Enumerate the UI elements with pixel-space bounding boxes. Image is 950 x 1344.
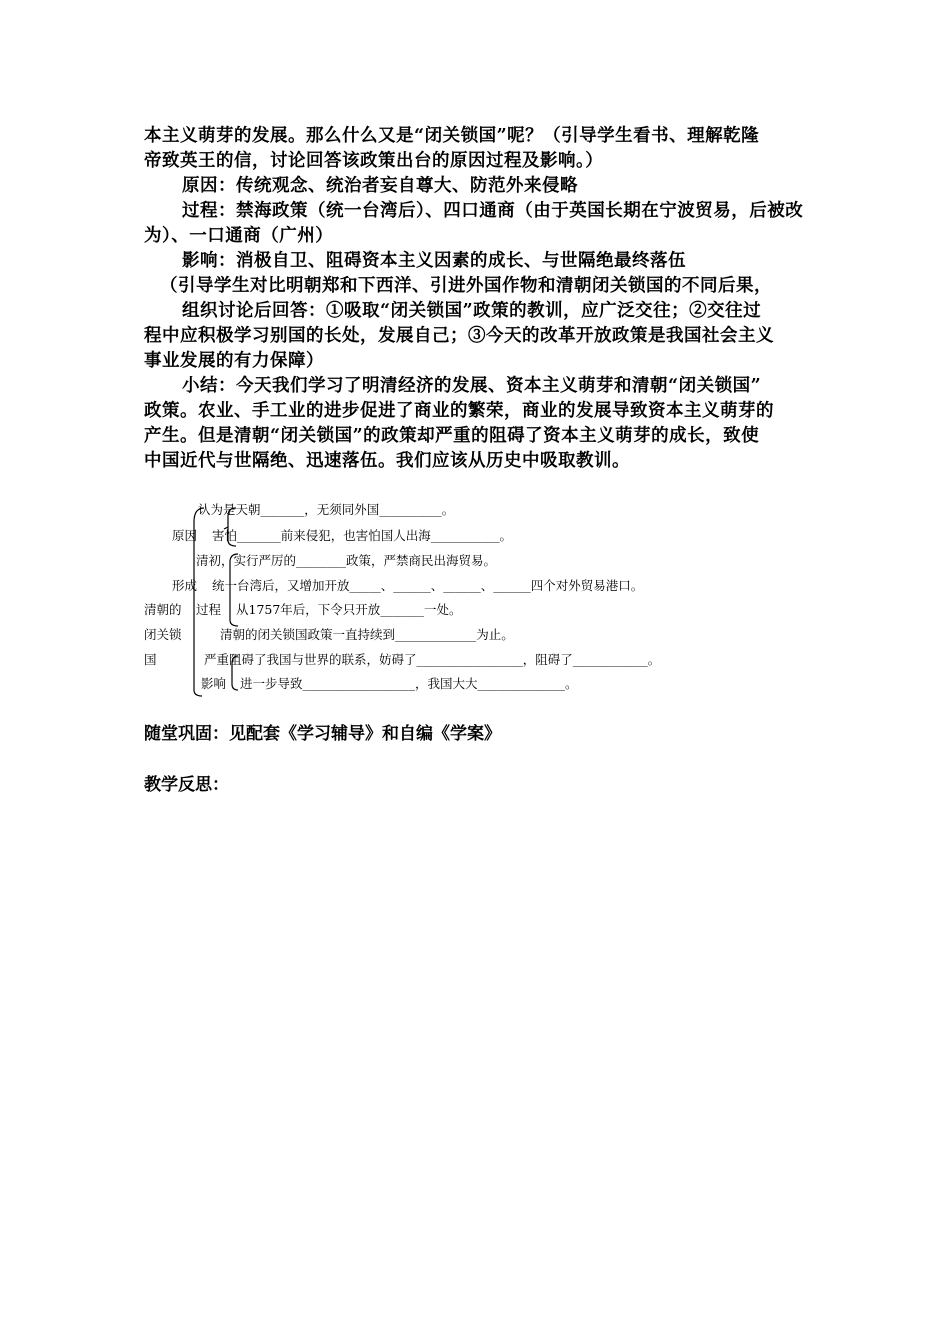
- label-form: 形成: [172, 578, 198, 593]
- reason-line: 原因：传统观念、统治者妄自尊大、防范外来侵略: [182, 176, 578, 196]
- guide-line: （引导学生对比明朝郑和下西洋、引进外国作物和清朝闭关锁国的不同后果，: [160, 276, 772, 296]
- paragraph-line: 政策。农业、手工业的进步促进了商业的繁荣，商业的发展导致资本主义萌芽的: [144, 401, 774, 421]
- paragraph-line: 组织讨论后回答：①吸取“闭关锁国”政策的教训，应广泛交往；②交往过: [182, 301, 762, 321]
- paragraph-line: 中国近代与世隔绝、迅速落伍。我们应该从历史中吸取教训。: [144, 451, 630, 471]
- summary-line: 小结：今天我们学习了明清经济的发展、资本主义萌芽和清朝“闭关锁国”: [182, 376, 762, 396]
- diagram-title: 国: [144, 652, 157, 667]
- label-impact: 影响: [201, 676, 227, 691]
- paragraph-line: 产生。但是清朝“闭关锁国”的政策却严重的阻碍了资本主义萌芽的成长，致使: [144, 426, 760, 446]
- diagram-row: 清初，实行严厉的________政策，严禁商民出海贸易。: [196, 553, 497, 568]
- reflection-heading: 教学反思：: [144, 775, 229, 795]
- consolidation-heading: 随堂巩固：见配套《学习辅导》和自编《学案》: [144, 724, 501, 744]
- impact-line: 影响：消极自卫、阻碍资本主义因素的成长、与世隔绝最终落伍: [182, 251, 686, 271]
- paragraph-line: 程中应积极学习别国的长处，发展自己；③今天的改革开放政策是我国社会主义: [144, 326, 774, 346]
- diagram-row: 认为是天朝_______，无须同外国__________。: [198, 502, 455, 517]
- paragraph-line: 帝致英王的信，讨论回答该政策出台的原因过程及影响。）: [144, 151, 604, 171]
- diagram-title: 清朝的: [144, 602, 182, 617]
- diagram-row: 严重阻碍了我国与世界的联系，妨碍了_________________，阻碍了____________。: [204, 652, 661, 667]
- diagram-row: 从1757年后，下令只开放_______一处。: [236, 602, 462, 617]
- label-reason: 原因: [172, 528, 198, 543]
- process-line: 过程：禁海政策（统一台湾后）、四口通商（由于英国长期在宁波贸易，后被改: [182, 201, 804, 221]
- diagram-row: 统一台湾后，又增加开放_____、______、______、______四个对外贸易港口。: [212, 578, 644, 593]
- label-process: 过程: [196, 602, 222, 617]
- paragraph-line: 为）、一口通商（广州）: [144, 226, 334, 246]
- paragraph-line: 事业发展的有力保障）: [144, 351, 324, 371]
- diagram-row: 害怕_______前来侵犯，也害怕国人出海___________。: [212, 528, 513, 543]
- diagram-row: 清朝的闭关锁国政策一直持续到_____________为止。: [220, 627, 514, 642]
- diagram-title: 闭关锁: [144, 627, 182, 642]
- paragraph-line: 本主义萌芽的发展。那么什么又是“闭关锁国”呢？（引导学生看书、理解乾隆: [144, 126, 760, 146]
- diagram-row: 进一步导致__________________，我国大大______________。: [240, 676, 578, 691]
